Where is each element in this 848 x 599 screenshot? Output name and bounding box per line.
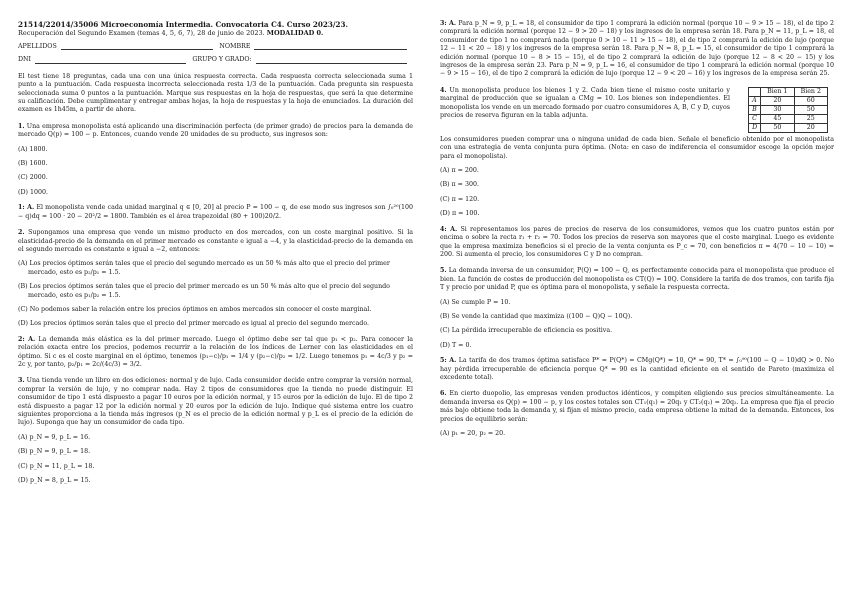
table-cell: B [749,105,761,114]
answer-3-text: Para p_N = 9, p_L = 18, el consumidor de tipo 1 comprará la edición normal (porque 10 − 9 > 15 − 18), el de tipo 2 comprará la edición normal (porque 12 − 9 > 20 − 18) y los ingresos de la empresa serán 18. Para p_N = 11, p_L = 18, el consumidor de tipo 1 no comprará nada (porque 0 > 10 − 11 > 15 − 18), el de tipo 2 comprará la edición de lujo (porque 12 − 11 < 20 − 18) y los ingresos de la empresa serán 18. Para p_N = 8, p_L = 15, el consumidor de tipo 1 comprará la edición normal (porque 10 − 8 > 15 − 15), el de tipo 2 comprará la edición de lujo (porque 12 − 8 < 20 − 15) y los ingresos de la empresa serán 23. Para p_N = 9, p_L = 16, el consumidor de tipo 1 comprará la edición normal (porque 10 − 9 > 15 − 16), el de tipo 2 comprará la edición de lujo (porque 12 − 9 < 20 − 16) y los ingresos de la empresa serán 25. [440,20,834,78]
nombre-label: NOMBRE [219,43,251,50]
answer-3 [440,20,834,79]
apellidos-label: APELLIDOS [18,43,57,50]
exam-subtitle [18,29,413,38]
q6-option-a[interactable]: (A) p₁ = 20, p₂ = 20. [440,430,506,437]
table-cell: 60 [794,96,827,105]
apellidos-nombre-row [18,43,413,51]
question-4-options [440,167,834,219]
answer-5 [440,357,834,382]
table-row [749,105,828,114]
nombre-field[interactable] [254,49,407,50]
question-6-text: En cierto duopolio, las empresas venden productos idénticos, y compiten eligiendo sus precios simultáneamente. La demanda inversa es Q(p) = 100 − p, y los costes totales son CT₁(q₁) = 20q₁ y CT₂(q₂) = 20q₂. La empresa que fija el precio más bajo obtiene toda la demanda y, si fijan el mismo precio, cada empresa obtiene la mitad de la demanda. Entonces, los precios de equilibrio serán: [440,390,834,423]
question-2-number: 2. [18,229,25,237]
question-3-text: Una tienda vende un libro en dos ediciones: normal y de lujo. Cada consumidor decide entre comprar la versión normal, comprar la versión de lujo, y no comprar nada. Hay 2 tipos de consumidores que la tienda no puede distinguir. El consumidor de tipo 1 está dispuesto a pagar 10 euros por la edición normal, y 15 euros por la edición de lujo. El de tipo 2 está dispuesto a pagar 12 por la edición normal y 20 euros por la edición de lujo. Indique qué sistema entre los cuatro siguientes proporciona a la tienda más ingresos (p_N es el precio de la edición normal y p_L es el precio de la edición de lujo). Suponga que hay un consumidor de cada tipo. [18,377,413,427]
table-cell: 45 [761,114,794,123]
table-cell: 30 [761,105,794,114]
table-cell: 25 [794,114,827,123]
question-3-number: 3. [18,377,25,385]
answer-1 [18,204,413,221]
question-4-body [440,87,730,121]
question-4-number: 4. [440,86,447,94]
q5-option-a[interactable]: (A) Se cumple P = 10. [440,298,511,306]
q2-option-b[interactable]: (B) Los precios óptimos serán tales que el precio del primer mercado es un 50 % más alto que el precio del segundo mercado, esto es p₁/p₂ = 1.5. [18,283,390,299]
q4-option-c[interactable]: (C) π = 120. [440,195,480,203]
q3-option-a[interactable]: (A) p_N = 9, p_L = 16. [18,433,91,441]
question-1 [18,123,413,140]
q2-option-a[interactable]: (A) Los precios óptimos serán tales que el precio del segundo mercado es un 50 % más alto que el precio del primer mercado, esto es p₂/p₁ = 1.5. [18,260,390,276]
q1-option-d[interactable]: (D) 1000. [18,188,48,196]
question-2-text: Supongamos una empresa que vende un mismo producto en dos mercados, con un coste marginal positivo. Si la elasticidad-precio de la demanda en el primer mercado es constante e igual a −4, y la elasticidad-precio de la demanda en el segundo mercado es constante e igual a −2, entonces: [18,229,413,253]
question-6 [440,390,834,424]
table-cell: 50 [761,123,794,132]
table-cell: A [749,96,761,105]
q4-option-a[interactable]: (A) π = 200. [440,167,479,175]
answer-1-text: El monopolista vende cada unidad marginal q ∈ [0, 20] al precio P = 100 − q, de ese modo sus ingresos son ∫₀²⁰(100 − q)dq = 100 · 20 − 20²/2 = 1800. También es el área trapezoidal (80 + 100)20/2. [18,204,413,220]
question-1-options [18,146,413,198]
right-column [440,20,834,438]
question-4 [440,87,834,133]
answer-5-text: La tarifa de dos tramos óptima satisface P* = P(Q*) = CMg(Q*) = 10, Q* = 90, T* = ∫₀⁹⁰(100 − Q − 10)dQ > 0. No hay pérdida irrecuperable de eficiencia porque Q* = 90 es la cantidad eficiente en el sentido de Pareto (maximiza el excedente total). [440,357,834,381]
table-header-cell: Bien 1 [761,87,794,96]
table-header-cell: Bien 2 [794,87,827,96]
question-2-options [18,260,413,328]
answer-2-label: 2: A. [18,335,36,343]
table-row [749,114,828,123]
answer-4 [440,226,834,260]
question-6-number: 6. [440,390,447,398]
left-column [18,20,413,485]
table-cell: C [749,114,761,123]
instructions: El test tiene 18 preguntas, cada una con una única respuesta correcta. Cada respuesta correcta seleccionada suma 1 punto a la puntuación. Cada respuesta incorrecta seleccionada resta 1/3 de la puntuación. Cada pregunta sin respuesta seleccionada suma 0 puntos a la puntuación. Marque sus respuestas en la hoja de respuestas, que será la que determine su calificación. Debe cumplimentar y entregar ambas hojas, la hoja de respuestas y la hoja de enunciados. La duración del examen es 1h45m, a partir de ahora. [18,72,413,114]
answer-5-label: 5: A. [440,357,457,365]
q1-option-a[interactable]: (A) 1800. [18,145,48,153]
q1-option-b[interactable]: (B) 1600. [18,160,48,168]
question-1-number: 1. [18,122,25,130]
exam-title: 21514/22014/35006 Microeconomía Intermedia. Convocatoria C4. Curso 2023/23. [18,20,349,29]
table-cell: 20 [761,96,794,105]
question-5-text: La demanda inversa de un consumidor, P(Q) = 100 − Q, es perfectamente conocida para el monopolista que produce el bien. La función de costes de producción del monopolista es CT(Q) = 10Q. Considere la tarifa de dos tramos, con tarifa fija T y precio por unidad P, que es óptima para el monopolista, y señale la respuesta correcta. [440,267,834,292]
table-header-row [749,87,828,96]
question-5 [440,267,834,292]
q2-option-d[interactable]: (D) Los precios óptimos serán tales que el precio del primer mercado es igual al precio del segundo mercado. [18,320,370,328]
question-3-options [18,434,413,486]
apellidos-field[interactable] [61,49,214,50]
exam-subtitle-text: Recuperación del Segundo Examen (temas 4, 5, 6, 7), 28 de junio de 2023. [18,29,265,37]
q4-option-b[interactable]: (B) π = 300. [440,181,479,189]
answer-1-label: 1: A. [18,204,35,212]
q5-option-d[interactable]: (D) T = 0. [440,341,472,349]
table-row [749,123,828,132]
table-cell: 20 [794,123,827,132]
question-6-options [440,430,834,438]
answer-2 [18,336,413,370]
q3-option-c[interactable]: (C) p_N = 11, p_L = 18. [18,462,95,470]
reservation-prices-table [748,87,828,133]
q5-option-b[interactable]: (B) Se vende la cantidad que maximiza ((100 − Q)Q − 10Q). [440,312,633,320]
dni-field[interactable] [35,63,186,64]
grupo-label: GRUPO Y GRADO: [192,56,252,64]
dni-label: DNI [18,56,32,64]
q1-option-c[interactable]: (C) 2000. [18,174,48,182]
question-4-text2: Los consumidores pueden comprar una o ninguna unidad de cada bien. Señale el beneficio obtenido por el monopolista con una estrategia de venta conjunta pura óptima. (Nota: en caso de indiferencia el consumidor escoge la opción mejor para el monopolista). [440,135,834,160]
question-5-number: 5. [440,267,447,275]
q3-option-b[interactable]: (B) p_N = 9, p_L = 18. [18,448,91,456]
table-row [749,96,828,105]
table-cell: D [749,123,761,132]
q3-option-d[interactable]: (D) p_N = 8, p_L = 15. [18,477,91,485]
question-5-options [440,299,834,351]
q4-option-d[interactable]: (D) π = 100. [440,210,480,218]
question-3 [18,377,413,427]
dni-grupo-row [18,56,413,64]
answer-2-text: La demanda más elástica es la del primer mercado. Luego el óptimo debe ser tal que p₁ < p₂. Para conocer la relación exacta entre los precios, podemos recurrir a la relación de los índices de Lerner con las elasticidades en el óptimo. Si c es el coste marginal en el óptimo, tenemos (p₁−c)/p₁ = 1/4 y (p₂−c)/p₂ = 1/2. Luego tenemos p₁ = 4c/3 y p₂ = 2c y, por tanto, p₂/p₁ = 2c/(4c/3) = 3/2. [18,335,413,368]
grupo-field[interactable] [256,63,407,64]
table-header-cell [749,87,761,96]
q5-option-c[interactable]: (C) La pérdida irrecuperable de eficiencia es positiva. [440,327,613,335]
q2-option-c[interactable]: (C) No podemos saber la relación entre los precios óptimos en ambos mercados sin conocer el coste marginal. [18,305,372,313]
table-cell: 50 [794,105,827,114]
question-4-text: Un monopolista produce los bienes 1 y 2. Cada bien tiene el mismo coste unitario y marginal de producción que se igualan a CMg = 10. Los bienes son independientes. El monopolista los vende en un mercado formado por cuatro consumidores A, B, C y D, cuyos precios de reserva figuran en la tabla adjunta. [440,86,730,120]
question-1-text: Una empresa monopolista está aplicando una discriminación perfecta (de primer grado) de precios para la demanda de mercado Q(p) = 100 − p. Entonces, cuando vende 20 unidades de su producto, sus ingresos son: [18,122,413,139]
question-2 [18,229,413,254]
answer-4-label: 4: A. [440,225,458,233]
exam-modality: MODALIDAD 0. [266,29,324,37]
answer-4-text: Si representamos los pares de precios de reserva de los consumidores, vemos que los cuatro puntos están por encima o sobre la recta r₁ + r₂ = 70. Todos los precios de reserva son mayores que el coste marginal. Luego es evidente que la empresa maximiza beneficios si el precio de la venta conjunta es P_c = 70, con beneficios π = 4(70 − 10 − 10) = 200. Si aumenta el precio, los consumidores C y D no compran. [440,225,834,258]
answer-3-label: 3: A. [440,20,457,27]
